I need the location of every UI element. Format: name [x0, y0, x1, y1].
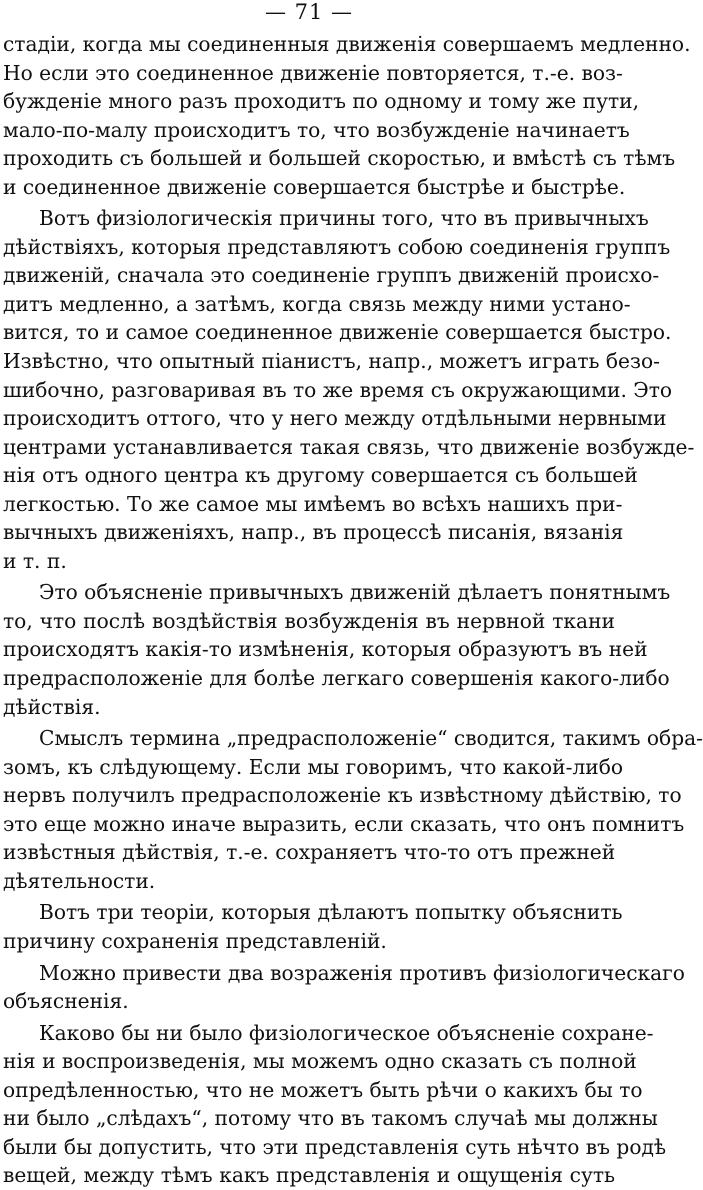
- text-line: предрасположеніе для болѣе легкаго совершенія какого-либо: [3, 666, 670, 691]
- text-line: объясненія.: [3, 989, 129, 1014]
- text-line: шибочно, разговаривая въ то же время съ окружающими. Это: [3, 377, 673, 402]
- text-line: Вотъ физіологическія причины того, что въ привычныхъ: [39, 206, 649, 231]
- paragraph: [3, 898, 623, 955]
- paragraph: [3, 30, 691, 201]
- paragraph: [3, 959, 685, 1016]
- text-line: нія и воспроизведенія, мы можемъ одно сказать съ полной: [3, 1049, 637, 1074]
- text-line: вещей, между тѣмъ какъ представленія и ощущенія суть: [3, 1163, 615, 1188]
- text-line: проходить съ большей и большей скоростью, и вмѣстѣ съ тѣмъ: [3, 146, 676, 171]
- text-line: причину сохраненія представленій.: [3, 928, 387, 953]
- paragraph: [3, 1019, 667, 1190]
- text-line: Вотъ три теоріи, которыя дѣлаютъ попытку объяснить: [39, 900, 623, 925]
- text-line: Каково бы ни было физіологическое объясненіе сохране-: [39, 1020, 654, 1045]
- text-line: это еще можно иначе выразить, если сказать, что онъ помнитъ: [3, 811, 685, 836]
- paragraph: [3, 724, 703, 895]
- text-line: извѣстныя дѣйствія, т.-е. сохраняетъ что-то отъ прежней: [3, 840, 616, 865]
- text-line: дитъ медленно, а затѣмъ, когда связь между ними устано-: [3, 291, 631, 316]
- text-line: зомъ, къ слѣдующему. Если мы говоримъ, что какой-либо: [3, 754, 624, 779]
- paragraph: [3, 578, 671, 721]
- text-line: Можно привести два возраженія противъ физіологическаго: [39, 960, 685, 985]
- text-line: то, что послѣ воздѣйствія возбужденія въ нервной ткани: [3, 608, 615, 633]
- text-line: опредѣленностью, что не можетъ быть рѣчи о какихъ бы то: [3, 1077, 643, 1102]
- text-line: мало-по-малу происходитъ то, что возбужденіе начинаетъ: [3, 117, 630, 142]
- text-line: Извѣстно, что опытный піанистъ, напр., можетъ играть безо-: [3, 349, 660, 374]
- text-line: и т. п.: [3, 548, 67, 573]
- text-line: нервъ получилъ предрасположеніе къ извѣстному дѣйствію, то: [3, 783, 682, 808]
- text-line: Смыслъ термина „предрасположеніе“ сводится, такимъ обра-: [39, 726, 703, 751]
- text-line: дѣйствія.: [3, 694, 101, 719]
- text-line: и соединенное движеніе совершается быстрѣе и быстрѣе.: [3, 174, 626, 199]
- paragraph: [3, 204, 695, 575]
- text-line: Это объясненіе привычныхъ движеній дѣлаетъ понятнымъ: [39, 580, 671, 605]
- text-line: нія отъ одного центра къ другому совершается съ большей: [3, 463, 638, 488]
- text-line: происходятъ какія-то измѣненія, которыя образуютъ въ ней: [3, 637, 648, 662]
- text-line: бужденіе много разъ проходитъ по одному и тому же пути,: [3, 89, 640, 114]
- text-line: были бы допустить, что эти представленія суть нѣчто въ родѣ: [3, 1134, 667, 1159]
- text-line: легкостью. То же самое мы имѣемъ во всѣхъ нашихъ при-: [3, 491, 623, 516]
- text-line: Но если это соединенное движеніе повторяется, т.-е. воз-: [3, 60, 623, 85]
- page-number: — 71 —: [264, 0, 354, 24]
- text-line: дѣйствіяхъ, которыя представляютъ собою соединенія группъ: [3, 234, 671, 259]
- text-line: движеній, сначала это соединеніе группъ движеній происхо-: [3, 263, 660, 288]
- text-line: происходитъ оттого, что у него между отдѣльными нервными: [3, 406, 667, 431]
- text-line: вычныхъ движеніяхъ, напр., въ процессѣ писанія, вязанія: [3, 520, 624, 545]
- text-line: ни было „слѣдахъ“, потому что въ такомъ случаѣ мы должны: [3, 1106, 658, 1131]
- text-line: дѣятельности.: [3, 868, 156, 893]
- text-line: стадіи, когда мы соединенныя движенія совершаемъ медленно.: [3, 32, 691, 56]
- text-line: центрами устанавливается такая связь, что движеніе возбужде-: [3, 434, 695, 459]
- text-line: вится, то и самое соединенное движеніе совершается быстро.: [3, 320, 672, 345]
